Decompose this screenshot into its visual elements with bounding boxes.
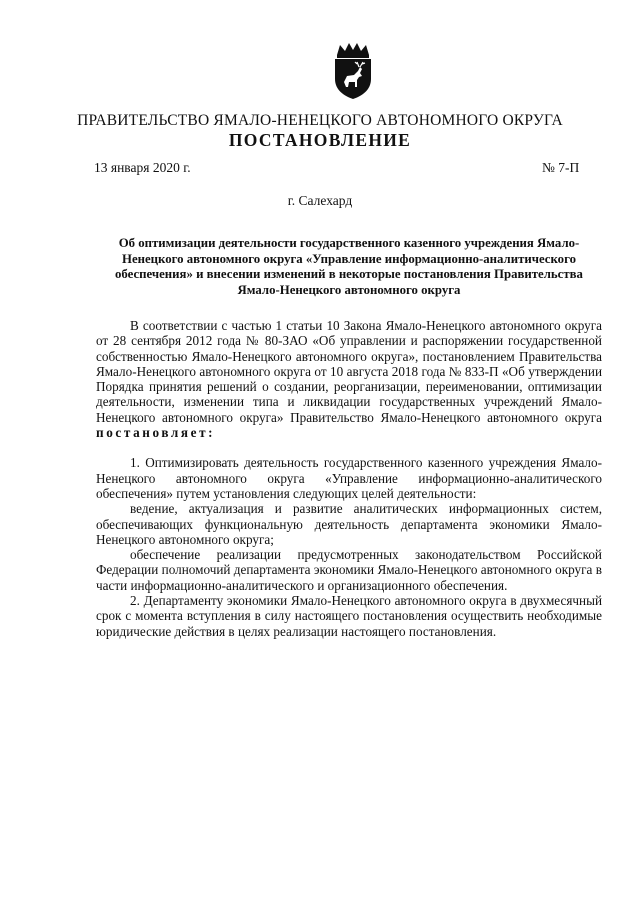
document-type-title: ПОСТАНОВЛЕНИЕ xyxy=(228,130,412,150)
item-1a-paragraph: ведение, актуализация и развитие аналитических информационных систем, обеспечивающих функциональную деятельность департамента экономики Ямало-Ненецкого автономного округа; xyxy=(96,501,602,547)
document-date: 13 января 2020 г. xyxy=(94,160,191,175)
document-heading: Об оптимизации деятельности государственного казенного учреждения Ямало-Ненецкого автономного округа «Управление информационно-аналитического обеспечения» и внесении изменений в некоторые постановления Правительства Ямало-Ненецкого автономного округа xyxy=(115,236,583,298)
document-number: № 7-П xyxy=(542,160,580,175)
document-body xyxy=(96,318,602,639)
government-title: ПРАВИТЕЛЬСТВО ЯМАЛО-НЕНЕЦКОГО АВТОНОМНОГО ОКРУГА xyxy=(77,112,563,129)
preamble-paragraph xyxy=(96,318,602,440)
item-1-paragraph: 1. Оптимизировать деятельность государственного казенного учреждения Ямало-Ненецкого автономного округа «Управление информационно-аналитического обеспечения» путем установления следующих целей деятельности: xyxy=(96,455,602,501)
document-city: г. Салехард xyxy=(287,193,353,208)
item-1b-paragraph: обеспечение реализации предусмотренных законодательством Российской Федерации полномочий департамента экономики Ямало-Ненецкого автономного округа в части информационно-аналитического и организационного обеспечения. xyxy=(96,547,602,593)
decree-word: постановляет: xyxy=(96,425,216,441)
preamble-text: В соответствии с частью 1 статьи 10 Закона Ямало-Ненецкого автономного округа от 28 сентября 2012 года № 80-ЗАО «Об управлении и распоряжении государственной собственностью Ямало-Ненецкого автономного округа», постановлением Правительства Ямало-Ненецкого автономного округа от 10 августа 2018 года № 833-П «Об утверждении Порядка принятия решений о создании, реорганизации, переименовании, оптимизации деятельности, изменении типа и ликвидации государственных учреждений Ямало-Ненецкого автономного округа» Правительство Ямало-Ненецкого автономного округа xyxy=(96,318,602,425)
item-2-paragraph: 2. Департаменту экономики Ямало-Ненецкого автономного округа в двухмесячный срок с момента вступления в силу настоящего постановления осуществить необходимые юридические действия в целях реализации настоящего постановления. xyxy=(96,593,602,639)
coat-of-arms-icon xyxy=(328,42,378,100)
